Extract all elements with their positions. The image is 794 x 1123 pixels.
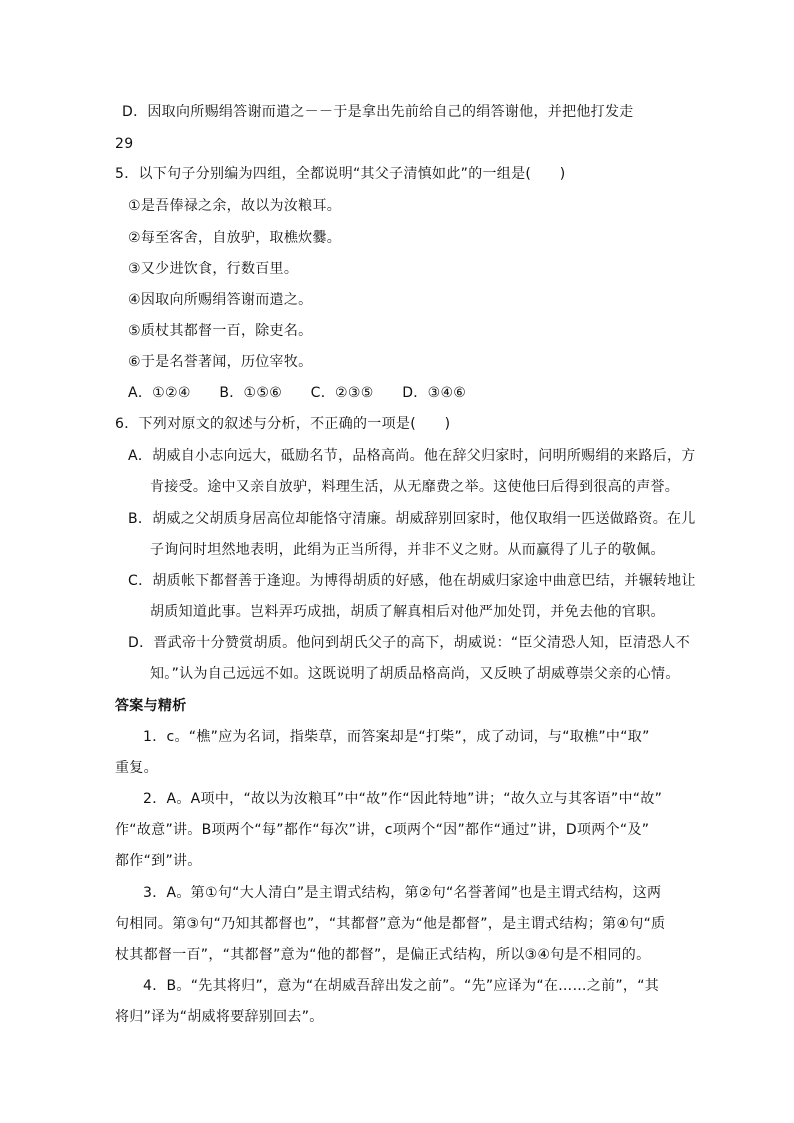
q6-option-c-line2: 胡质知道此事。岂料弄巧成拙，胡质了解真相后对他严加处罚，并免去他的官职。 [150,604,665,620]
q5-item-2: ②每至客舍，自放驴，取樵炊爨。 [128,230,342,246]
q6-option-b-line2: 子询问时坦然地表明，此绢为正当所得，并非不义之财。从而赢得了儿子的敬佩。 [150,542,665,558]
option-d-translation: D．因取向所赐绢答谢而遣之－－于是拿出先前给自己的绢答谢他，并把他打发走 [122,104,634,120]
answer-3-line1: 3．A。第①句“大人清白”是主谓式结构，第②句“名誉著闻”也是主谓式结构，这两 [143,885,662,901]
answer-1-line1: 1．c。“樵”应为名词，指柴草，而答案却是“打柴”，成了动词，与“取樵”中“取” [143,729,650,745]
answers-heading: 答案与精析 [115,698,187,714]
page-number: 29 [115,136,134,152]
q5-item-1: ①是吾俸禄之余，故以为汝粮耳。 [128,198,342,214]
answer-3-line2: 句相同。第③句“乃知其都督也”，“其都督”意为“他是都督”，是主谓式结构；第④句“质 [115,916,666,932]
q6-option-d-line2: 知。”认为自己远远不如。这既说明了胡质品格高尚，又反映了胡威尊崇父亲的心情。 [150,666,680,682]
q5-item-6: ⑥于是名誉著闻，历位宰牧。 [128,354,313,370]
answer-2-line2: 作“故意”讲。B项两个“每”都作“每次”讲，c项两个“因”都作“通过”讲，D项两个“及” [115,822,650,838]
answer-3-line3: 杖其都督一百”，“其都督”意为“他的都督”，是偏正式结构，所以③④句是不相同的。 [115,947,651,963]
q6-option-c-line1: C．胡质帐下都督善于逢迎。为博得胡质的好感，他在胡威归家途中曲意巴结，并辗转地让 [128,573,696,589]
question-6: 6．下列对原文的叙述与分析，不正确的一项是( ) [115,416,451,432]
q6-option-d-line1: D．晋武帝十分赞赏胡质。他问到胡氏父子的高下，胡威说：“臣父清恐人知，臣清恐人不 [128,635,691,651]
q6-option-b-line1: B．胡威之父胡质身居高位却能恪守清廉。胡威辞别回家时，他仅取绢一匹送做路资。在儿 [128,511,696,527]
q5-item-4: ④因取向所赐绢答谢而遣之。 [128,292,313,308]
question-5: 5．以下句子分别编为四组，全都说明“其父子清慎如此”的一组是( ) [115,166,566,182]
q6-option-a-line2: 肯接受。途中又亲自放驴，料理生活，从无靡费之举。这使他曰后得到很高的声誉。 [150,479,680,495]
q5-options: A．①②④ B．①⑤⑥ C．②③⑤ D．③④⑥ [128,385,467,401]
answer-2-line1: 2．A。A项中，“故以为汝粮耳”中“故”作“因此特地”讲；“故久立与其客语”中“故” [143,791,663,807]
answer-2-line3: 都作“到”讲。 [115,853,202,869]
q6-option-a-line1: A．胡威自小志向远大，砥励名节，品格高尚。他在辞父归家时，问明所赐绢的来路后，方 [128,448,696,464]
answer-4-line2: 将归”译为“胡威将要辞别回去”。 [115,1009,324,1025]
answer-1-line2: 重复。 [115,760,158,776]
q5-item-5: ⑤质杖其都督一百，除吏名。 [128,323,313,339]
q5-item-3: ③又少进饮食，行数百里。 [128,261,299,277]
answer-4-line1: 4．B。“先其将归”，意为“在胡威吾辞出发之前”。“先”应译为“在……之前”，“其 [143,978,660,994]
